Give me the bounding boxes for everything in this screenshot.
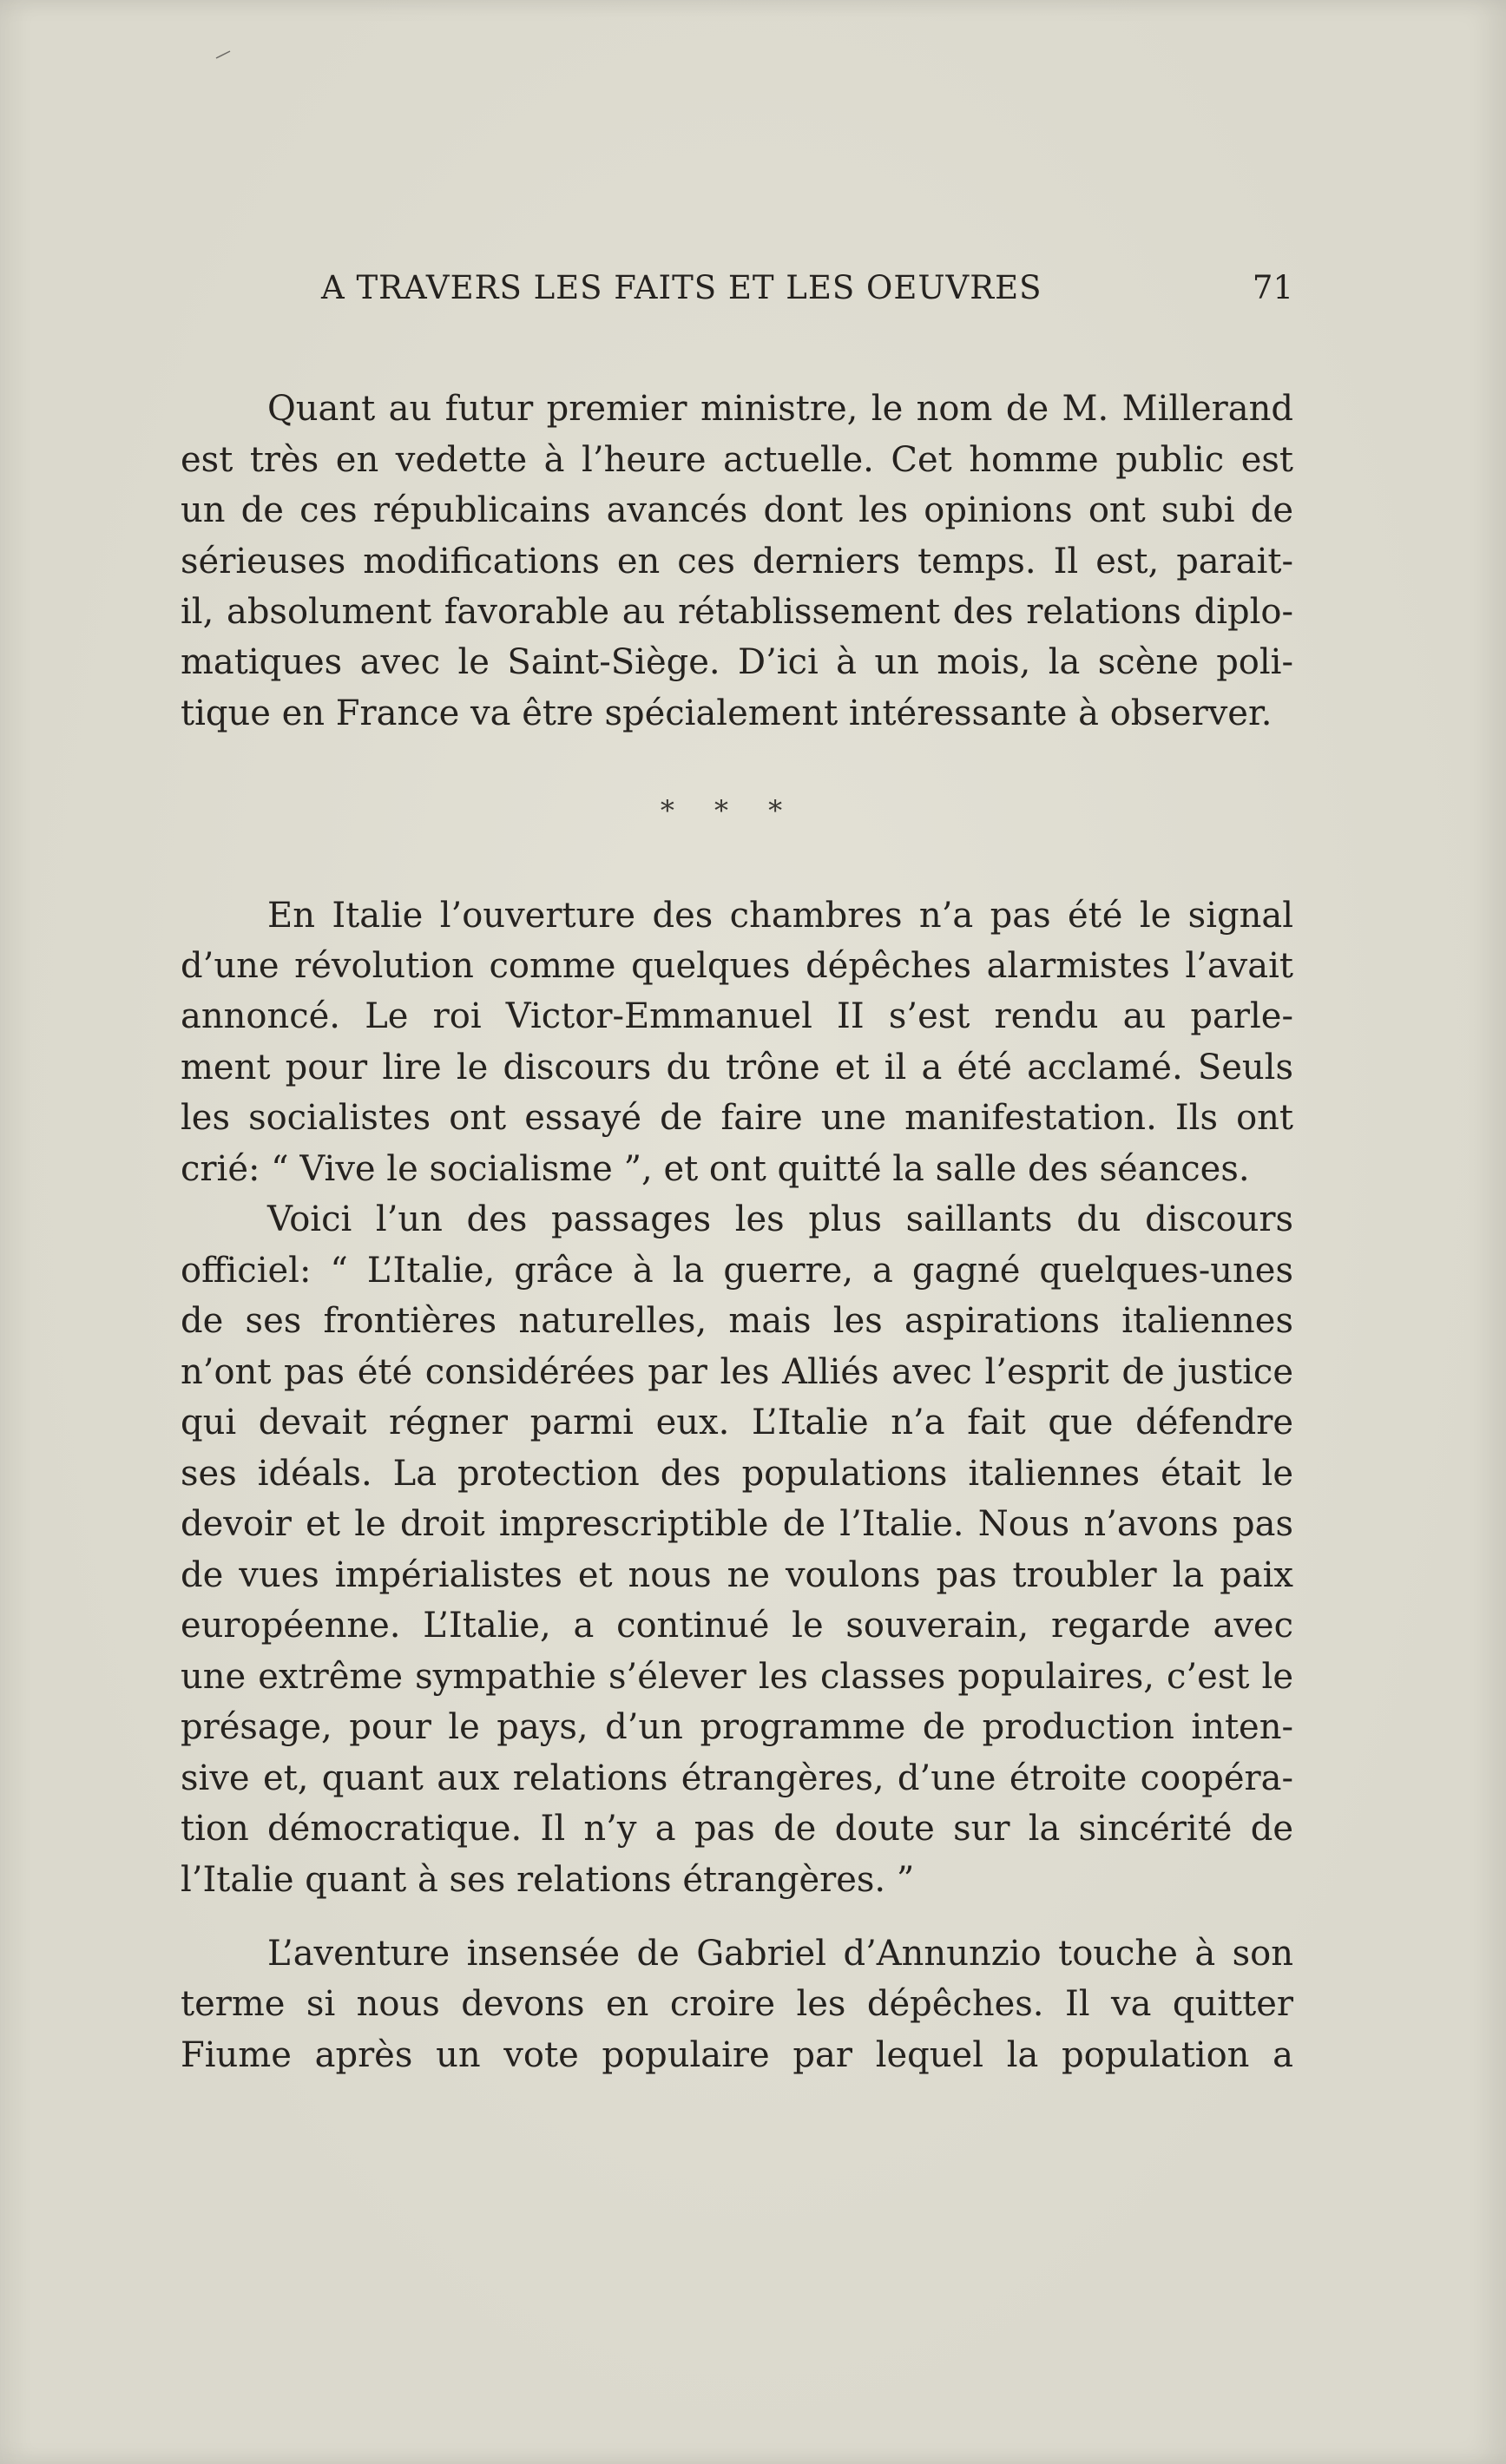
text-line: de vues impérialistes et nous ne voulons pas troubler la paix — [181, 1555, 1293, 1595]
page-header — [321, 269, 1293, 321]
text-line: n’ont pas été considérées par les Alliés avec l’esprit de justice — [181, 1352, 1293, 1392]
text-line: de ses frontières naturelles, mais les aspirations italiennes — [181, 1301, 1293, 1341]
text-line: d’une révolution comme quelques dépêches alarmistes l’avait — [181, 946, 1293, 986]
page-number: 71 — [1252, 269, 1293, 306]
text-line: sive et, quant aux relations étrangères, d’une étroite coopéra- — [181, 1758, 1293, 1798]
text-line: sérieuses modifications en ces derniers temps. Il est, parait- — [181, 542, 1293, 582]
text-line: L’aventure insensée de Gabriel d’Annunzio touche à son — [267, 1934, 1293, 1974]
text-line: devoir et le droit imprescriptible de l’Italie. Nous n’avons pas — [181, 1504, 1293, 1544]
text-line: tique en France va être spécialement intéressante à observer. — [181, 693, 1273, 733]
text-line: Quant au futur premier ministre, le nom de M. Millerand — [267, 389, 1293, 429]
text-line: annoncé. Le roi Victor-Emmanuel II s’est rendu au parle- — [181, 996, 1293, 1036]
text-line: un de ces républicains avancés dont les opinions ont subi de — [181, 490, 1293, 530]
text-line: terme si nous devons en croire les dépêches. Il va quitter — [181, 1984, 1293, 2024]
text-line: En Italie l’ouverture des chambres n’a pas été le signal — [267, 896, 1293, 936]
running-title: A TRAVERS LES FAITS ET LES OEUVRES — [321, 269, 1042, 306]
text-line: officiel: “ L’Italie, grâce à la guerre, a gagné quelques-unes — [181, 1251, 1293, 1291]
section-separator: * * * — [660, 794, 799, 827]
text-line: matiques avec le Saint-Siège. D’ici à un mois, la scène poli- — [181, 642, 1293, 682]
text-line: ment pour lire le discours du trône et il a été acclamé. Seuls — [181, 1048, 1293, 1087]
text-line: présage, pour le pays, d’un programme de production inten- — [181, 1707, 1293, 1747]
pencil-mark — [215, 50, 231, 59]
text-line: Fiume après un vote populaire par lequel la population a — [181, 2035, 1293, 2075]
text-line: européenne. L’Italie, a continué le souverain, regarde avec — [181, 1606, 1293, 1646]
text-line: qui devait régner parmi eux. L’Italie n’a fait que défendre — [181, 1403, 1293, 1442]
text-line: il, absolument favorable au rétablissement des relations diplo- — [181, 592, 1293, 632]
text-line: une extrême sympathie s’élever les classes populaires, c’est le — [181, 1657, 1293, 1697]
text-line: les socialistes ont essayé de faire une manifestation. Ils ont — [181, 1098, 1293, 1138]
text-line: tion démocratique. Il n’y a pas de doute sur la sincérité de — [181, 1809, 1293, 1849]
text-line: ses idéals. La protection des populations italiennes était le — [181, 1454, 1293, 1494]
text-line: crié: “ Vive le socialisme ”, et ont quitté la salle des séances. — [181, 1149, 1250, 1189]
text-line: l’Italie quant à ses relations étrangères. ” — [181, 1860, 915, 1900]
text-line: est très en vedette à l’heure actuelle. Cet homme public est — [181, 440, 1293, 480]
text-line: Voici l’un des passages les plus saillants du discours — [267, 1199, 1293, 1239]
